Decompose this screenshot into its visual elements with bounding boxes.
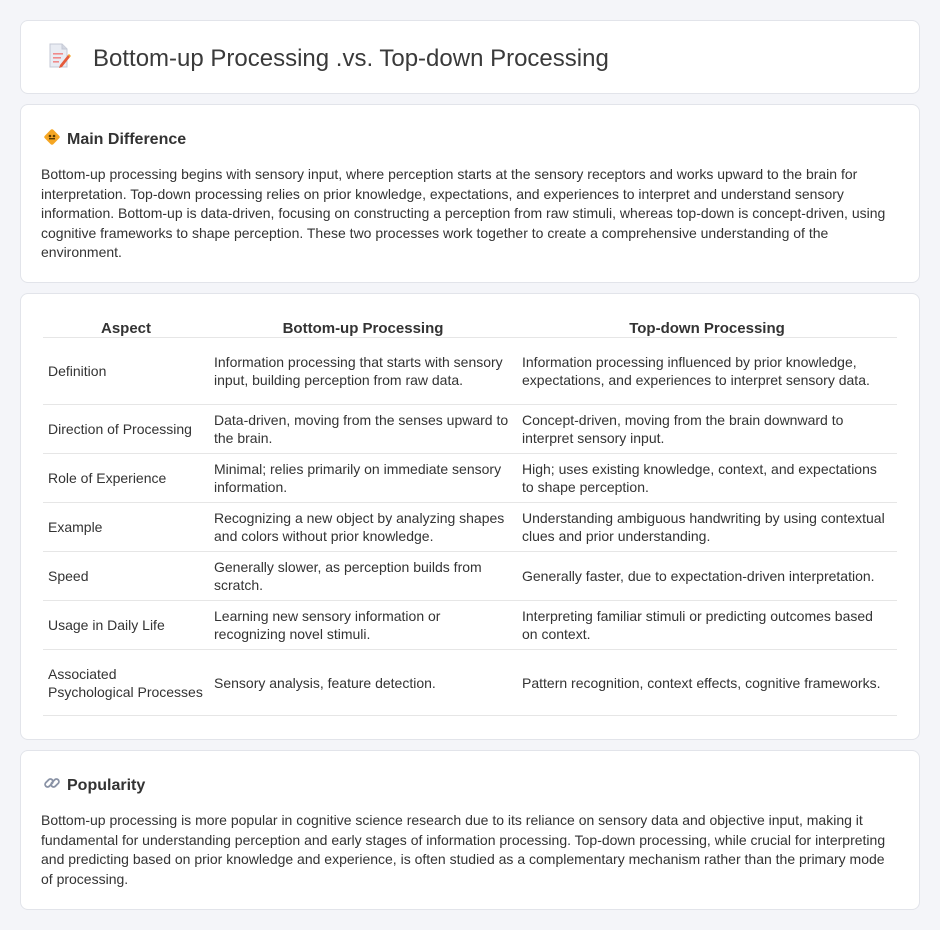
popularity-title: Popularity [67,776,146,794]
comparison-table [43,315,897,716]
top-down-cell: Concept-driven, moving from the brain downward to interpret sensory input. [517,405,897,454]
header-card [20,20,920,94]
aspect-cell: Definition [43,338,209,405]
bottom-up-cell: Sensory analysis, feature detection. [209,650,517,716]
table-row [43,601,897,650]
popularity-card [20,750,920,910]
comparison-card [20,293,920,740]
top-down-cell: Understanding ambiguous handwriting by using contextual clues and prior understanding. [517,503,897,552]
diamond-sign-icon [43,128,61,151]
bottom-up-cell: Information processing that starts with sensory input, building perception from raw data. [209,338,517,405]
aspect-cell: Role of Experience [43,454,209,503]
bottom-up-cell: Generally slower, as perception builds from scratch. [209,552,517,601]
table-header-row [43,315,897,338]
table-row [43,454,897,503]
aspect-cell: Direction of Processing [43,405,209,454]
aspect-cell: Associated Psychological Processes [43,650,209,716]
bottom-up-cell: Recognizing a new object by analyzing shapes and colors without prior knowledge. [209,503,517,552]
bottom-up-cell: Learning new sensory information or recognizing novel stimuli. [209,601,517,650]
aspect-cell: Usage in Daily Life [43,601,209,650]
table-row [43,503,897,552]
top-down-cell: Generally faster, due to expectation-driven interpretation. [517,552,897,601]
header-aspect: Aspect [43,315,209,338]
main-difference-title: Main Difference [67,130,187,148]
aspect-cell: Speed [43,552,209,601]
top-down-cell: Interpreting familiar stimuli or predicting outcomes based on context. [517,601,897,650]
header-bottom-up: Bottom-up Processing [209,315,517,338]
top-down-cell: Information processing influenced by prior knowledge, expectations, and experiences to interpret sensory data. [517,338,897,405]
main-difference-text: Bottom-up processing begins with sensory input, where perception starts at the sensory receptors and works upward to the brain for interpretation. Top-down processing relies on prior knowledge, expectations, and experiences to interpret and understand sensory information. Bottom-up is data-driven, focusing on constructing a perception from raw stimuli, whereas top-down is concept-driven, using cognitive frameworks to shape perception. These two processes work together to create a comprehensive understanding of the environment. [41,166,886,261]
header-top-down: Top-down Processing [517,315,897,338]
aspect-cell: Example [43,503,209,552]
top-down-cell: High; uses existing knowledge, context, and expectations to shape perception. [517,454,897,503]
table-row [43,650,897,716]
bottom-up-cell: Minimal; relies primarily on immediate sensory information. [209,454,517,503]
link-icon [43,774,61,797]
main-difference-card [20,104,920,283]
page-title: Bottom-up Processing .vs. Top-down Processing [93,44,609,72]
table-row [43,405,897,454]
document-pencil-icon [47,43,71,74]
top-down-cell: Pattern recognition, context effects, cognitive frameworks. [517,650,897,716]
popularity-text: Bottom-up processing is more popular in cognitive science research due to its reliance on sensory data and objective input, making it fundamental for understanding perception and early stages of information processing. Top-down processing, while crucial for interpreting and predicting based on prior knowledge and experience, is often studied as a complementary mechanism rather than the primary mode of processing. [41,812,886,887]
bottom-up-cell: Data-driven, moving from the senses upward to the brain. [209,405,517,454]
table-row [43,552,897,601]
table-row [43,338,897,405]
